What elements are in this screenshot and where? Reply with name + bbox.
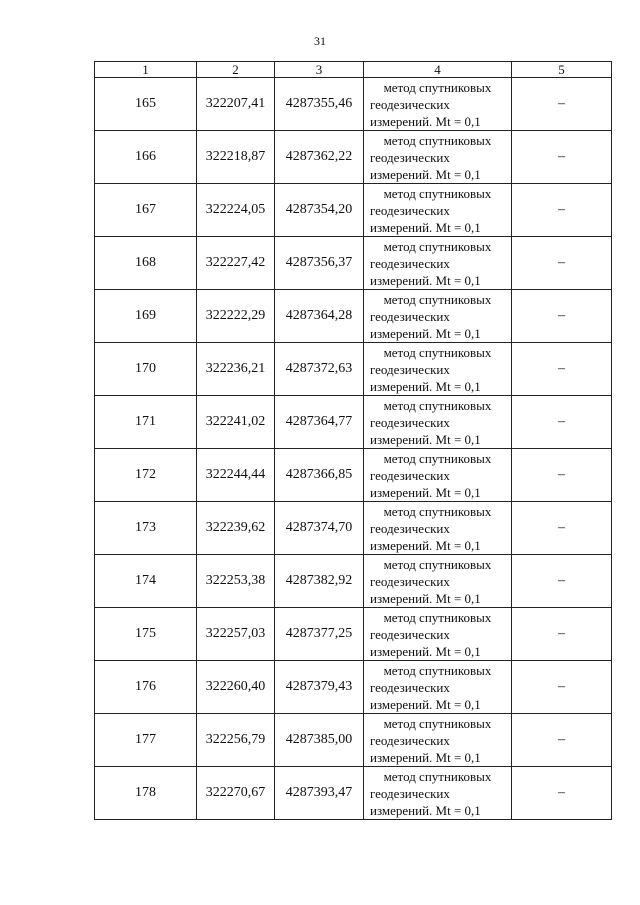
method-cell xyxy=(364,449,512,502)
note-cell: – xyxy=(512,608,612,661)
method-line: метод спутниковых xyxy=(383,503,492,519)
note-cell: – xyxy=(512,555,612,608)
x-coordinate-cell: 322260,40 xyxy=(197,661,275,714)
method-line: измерений. Mt = 0,1 xyxy=(370,166,481,182)
point-number-cell: 174 xyxy=(95,555,197,608)
method-line: измерений. Mt = 0,1 xyxy=(370,219,481,235)
method-line: измерений. Mt = 0,1 xyxy=(370,696,481,712)
note-cell: – xyxy=(512,78,612,131)
point-number-cell: 165 xyxy=(95,78,197,131)
point-number-cell: 167 xyxy=(95,184,197,237)
table-row xyxy=(95,184,612,237)
point-number-cell: 172 xyxy=(95,449,197,502)
method-line: измерений. Mt = 0,1 xyxy=(370,749,481,765)
note-cell: – xyxy=(512,184,612,237)
table-row xyxy=(95,449,612,502)
method-line: метод спутниковых xyxy=(383,662,492,678)
x-coordinate-cell: 322224,05 xyxy=(197,184,275,237)
y-coordinate-cell: 4287354,20 xyxy=(275,184,364,237)
method-line: геодезических xyxy=(370,785,450,801)
note-cell: – xyxy=(512,396,612,449)
method-line: геодезических xyxy=(370,732,450,748)
table-row xyxy=(95,131,612,184)
method-line: геодезических xyxy=(370,149,450,165)
method-line: метод спутниковых xyxy=(383,132,492,148)
point-number-cell: 178 xyxy=(95,767,197,820)
point-number-cell: 171 xyxy=(95,396,197,449)
method-cell xyxy=(364,396,512,449)
y-coordinate-cell: 4287382,92 xyxy=(275,555,364,608)
note-cell: – xyxy=(512,290,612,343)
method-line: геодезических xyxy=(370,202,450,218)
method-cell xyxy=(364,714,512,767)
y-coordinate-cell: 4287393,47 xyxy=(275,767,364,820)
method-line: геодезических xyxy=(370,361,450,377)
y-coordinate-cell: 4287364,77 xyxy=(275,396,364,449)
point-number-cell: 169 xyxy=(95,290,197,343)
method-cell xyxy=(364,184,512,237)
method-line: измерений. Mt = 0,1 xyxy=(370,325,481,341)
note-cell: – xyxy=(512,714,612,767)
table-row xyxy=(95,714,612,767)
x-coordinate-cell: 322207,41 xyxy=(197,78,275,131)
note-cell: – xyxy=(512,502,612,555)
table-row xyxy=(95,661,612,714)
method-cell xyxy=(364,290,512,343)
method-line: измерений. Mt = 0,1 xyxy=(370,643,481,659)
point-number-cell: 170 xyxy=(95,343,197,396)
header-row xyxy=(95,62,612,78)
y-coordinate-cell: 4287364,28 xyxy=(275,290,364,343)
coordinates-table xyxy=(94,61,612,820)
method-line: геодезических xyxy=(370,573,450,589)
header-cell-1: 1 xyxy=(95,62,197,78)
method-line: геодезических xyxy=(370,626,450,642)
method-line: измерений. Mt = 0,1 xyxy=(370,802,481,818)
point-number-cell: 168 xyxy=(95,237,197,290)
y-coordinate-cell: 4287374,70 xyxy=(275,502,364,555)
method-line: измерений. Mt = 0,1 xyxy=(370,378,481,394)
method-cell xyxy=(364,237,512,290)
x-coordinate-cell: 322236,21 xyxy=(197,343,275,396)
method-line: метод спутниковых xyxy=(383,238,492,254)
note-cell: – xyxy=(512,767,612,820)
method-cell xyxy=(364,608,512,661)
point-number-cell: 175 xyxy=(95,608,197,661)
method-line: геодезических xyxy=(370,255,450,271)
method-line: измерений. Mt = 0,1 xyxy=(370,113,481,129)
method-line: измерений. Mt = 0,1 xyxy=(370,537,481,553)
x-coordinate-cell: 322239,62 xyxy=(197,502,275,555)
header-cell-4: 4 xyxy=(364,62,512,78)
x-coordinate-cell: 322218,87 xyxy=(197,131,275,184)
note-cell: – xyxy=(512,131,612,184)
note-cell: – xyxy=(512,237,612,290)
table-body xyxy=(95,62,612,820)
note-cell: – xyxy=(512,343,612,396)
table-row xyxy=(95,396,612,449)
method-line: измерений. Mt = 0,1 xyxy=(370,272,481,288)
method-line: метод спутниковых xyxy=(383,715,492,731)
method-line: метод спутниковых xyxy=(383,450,492,466)
y-coordinate-cell: 4287355,46 xyxy=(275,78,364,131)
method-line: метод спутниковых xyxy=(383,291,492,307)
y-coordinate-cell: 4287362,22 xyxy=(275,131,364,184)
method-line: геодезических xyxy=(370,96,450,112)
table-row xyxy=(95,608,612,661)
method-cell xyxy=(364,343,512,396)
table-row xyxy=(95,343,612,396)
method-line: метод спутниковых xyxy=(383,79,492,95)
y-coordinate-cell: 4287356,37 xyxy=(275,237,364,290)
header-cell-3: 3 xyxy=(275,62,364,78)
y-coordinate-cell: 4287377,25 xyxy=(275,608,364,661)
method-line: метод спутниковых xyxy=(383,768,492,784)
y-coordinate-cell: 4287379,43 xyxy=(275,661,364,714)
note-cell: – xyxy=(512,661,612,714)
method-cell xyxy=(364,131,512,184)
method-line: измерений. Mt = 0,1 xyxy=(370,590,481,606)
page-number: 31 xyxy=(314,34,326,48)
x-coordinate-cell: 322241,02 xyxy=(197,396,275,449)
point-number-cell: 173 xyxy=(95,502,197,555)
method-line: метод спутниковых xyxy=(383,185,492,201)
header-cell-5: 5 xyxy=(512,62,612,78)
point-number-cell: 177 xyxy=(95,714,197,767)
table-row xyxy=(95,502,612,555)
method-line: измерений. Mt = 0,1 xyxy=(370,484,481,500)
x-coordinate-cell: 322222,29 xyxy=(197,290,275,343)
method-cell xyxy=(364,502,512,555)
x-coordinate-cell: 322257,03 xyxy=(197,608,275,661)
table-row xyxy=(95,78,612,131)
method-line: метод спутниковых xyxy=(383,556,492,572)
method-line: метод спутниковых xyxy=(383,344,492,360)
method-line: геодезических xyxy=(370,467,450,483)
x-coordinate-cell: 322227,42 xyxy=(197,237,275,290)
x-coordinate-cell: 322256,79 xyxy=(197,714,275,767)
point-number-cell: 166 xyxy=(95,131,197,184)
method-line: геодезических xyxy=(370,308,450,324)
method-cell xyxy=(364,661,512,714)
method-line: геодезических xyxy=(370,520,450,536)
method-line: геодезических xyxy=(370,679,450,695)
table-row xyxy=(95,290,612,343)
x-coordinate-cell: 322253,38 xyxy=(197,555,275,608)
method-line: метод спутниковых xyxy=(383,609,492,625)
y-coordinate-cell: 4287366,85 xyxy=(275,449,364,502)
point-number-cell: 176 xyxy=(95,661,197,714)
method-line: геодезических xyxy=(370,414,450,430)
x-coordinate-cell: 322244,44 xyxy=(197,449,275,502)
header-cell-2: 2 xyxy=(197,62,275,78)
method-line: метод спутниковых xyxy=(383,397,492,413)
method-cell xyxy=(364,767,512,820)
note-cell: – xyxy=(512,449,612,502)
x-coordinate-cell: 322270,67 xyxy=(197,767,275,820)
method-cell xyxy=(364,555,512,608)
table-row xyxy=(95,555,612,608)
y-coordinate-cell: 4287385,00 xyxy=(275,714,364,767)
table-row xyxy=(95,767,612,820)
method-line: измерений. Mt = 0,1 xyxy=(370,431,481,447)
method-cell xyxy=(364,78,512,131)
y-coordinate-cell: 4287372,63 xyxy=(275,343,364,396)
table-row xyxy=(95,237,612,290)
